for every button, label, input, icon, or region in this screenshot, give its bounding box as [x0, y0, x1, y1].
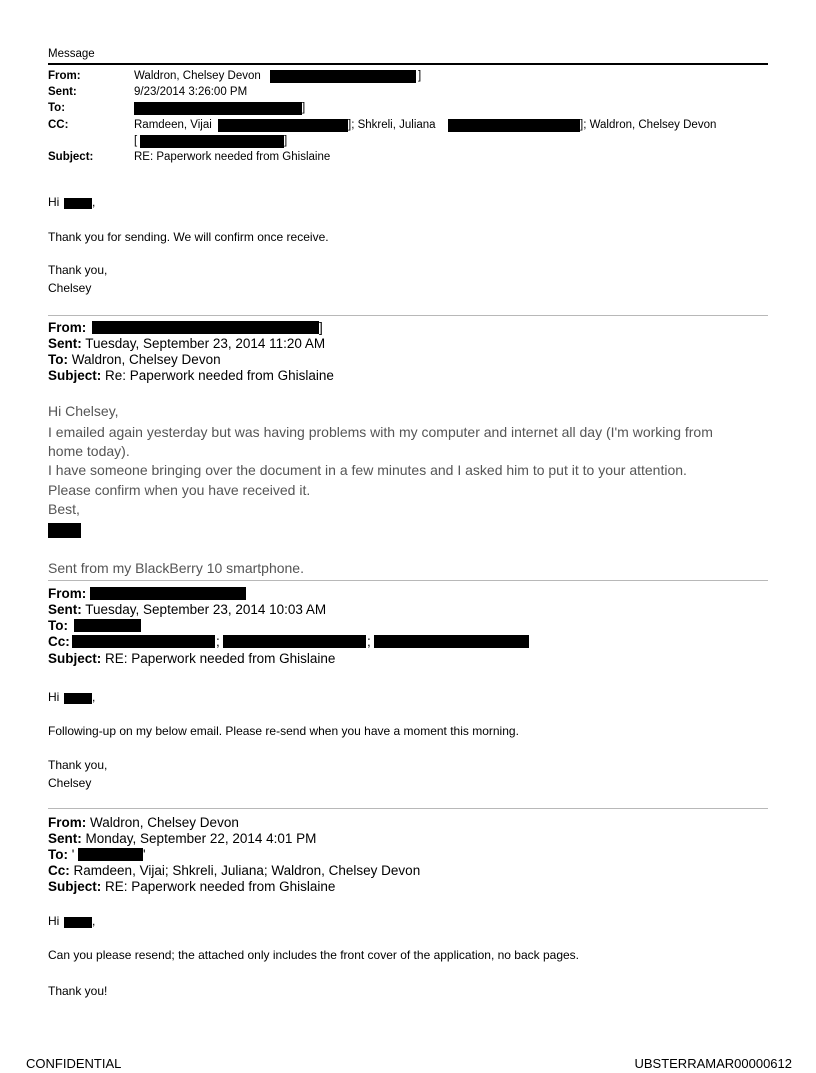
header-rule: [48, 63, 768, 65]
email2-closing: Best,: [48, 501, 80, 517]
redaction-box: [140, 135, 284, 148]
redaction-box: [64, 917, 92, 928]
email4-greeting: Hi: [48, 914, 60, 928]
email1-closing: Thank you,: [48, 263, 108, 277]
email2-to-row: [48, 352, 221, 367]
email4-cc-label: Cc:: [48, 863, 70, 878]
email2-subject-row: [48, 368, 334, 383]
email4-subject-label: Subject:: [48, 879, 102, 894]
email4-subject-row: [48, 879, 335, 894]
email2-sent-value: Tuesday, September 23, 2014 11:20 AM: [85, 336, 326, 351]
email4-body: Can you please resend; the attached only includes the front cover of the application, no back pages.: [48, 948, 580, 962]
email3-greeting-comma: ,: [92, 690, 96, 704]
email4-sent-value: Monday, September 22, 2014 4:01 PM: [85, 831, 317, 846]
email4-to-label: To:: [48, 847, 68, 862]
email3-subject-value: RE: Paperwork needed from Ghislaine: [105, 651, 336, 666]
email3-sent-row: [48, 602, 326, 617]
subject-value: RE: Paperwork needed from Ghislaine: [134, 151, 331, 163]
redaction-box: [134, 102, 302, 115]
separator-line: [48, 580, 768, 581]
from-value: Waldron, Chelsey Devon: [134, 70, 261, 82]
confidential-label: CONFIDENTIAL: [26, 1056, 122, 1071]
email3-subject-row: [48, 651, 335, 666]
email2-from-label: From:: [48, 320, 87, 335]
email4-cc-row: [48, 863, 420, 878]
email3-body: Following-up on my below email. Please re-send when you have a moment this morning.: [48, 724, 519, 738]
email3-from-label: From:: [48, 586, 87, 601]
redaction-box: [90, 587, 246, 600]
email4-to-open: ': [71, 847, 75, 862]
email3-sent-value: Tuesday, September 23, 2014 10:03 AM: [85, 602, 327, 617]
email2-subject-label: Subject:: [48, 368, 102, 383]
email2-line1: I emailed again yesterday but was having problems with my computer and internet all day (I'm working from: [48, 424, 713, 440]
email2-from-row: [48, 320, 86, 335]
cc-part3: ]; Waldron, Chelsey Devon: [580, 119, 717, 131]
subject-label: Subject:: [48, 151, 94, 163]
bates-number: UBSTERRAMAR00000612: [634, 1056, 792, 1071]
from-label: From:: [48, 70, 81, 82]
email4-cc-value: Ramdeen, Vijai; Shkreli, Juliana; Waldron, Chelsey Devon: [73, 863, 421, 878]
separator-line: [48, 315, 768, 316]
to-label: To:: [48, 102, 66, 114]
sent-value: 9/23/2014 3:26:00 PM: [134, 86, 248, 98]
redaction-box: [78, 848, 143, 861]
email3-signature: Chelsey: [48, 776, 92, 790]
email4-to-close: ': [143, 847, 146, 862]
from-tail: ]: [418, 70, 422, 82]
email2-from-tail: ]: [319, 320, 323, 335]
cc-label: CC:: [48, 119, 69, 131]
email4-subject-value: RE: Paperwork needed from Ghislaine: [105, 879, 336, 894]
email4-sent-row: [48, 831, 316, 846]
email2-line4: Please confirm when you have received it.: [48, 482, 311, 498]
redaction-box: [223, 635, 366, 648]
email4-sent-label: Sent:: [48, 831, 82, 846]
cc-part1: Ramdeen, Vijai: [134, 119, 212, 131]
cc-line2-open: [: [134, 135, 138, 147]
email2-to-label: To:: [48, 352, 68, 367]
email1-greeting: Hi: [48, 195, 60, 209]
email2-subject-value: Re: Paperwork needed from Ghislaine: [105, 368, 334, 383]
sent-label: Sent:: [48, 86, 77, 98]
email4-from-label: From:: [48, 815, 87, 830]
email3-subject-label: Subject:: [48, 651, 102, 666]
email4-from-row: [48, 815, 239, 830]
email3-cc-label: Cc:: [48, 634, 70, 649]
email2-line3: I have someone bringing over the document in a few minutes and I asked him to put it to your attention.: [48, 462, 687, 478]
email1-body: Thank you for sending. We will confirm once receive.: [48, 230, 329, 244]
email4-from-value: Waldron, Chelsey Devon: [90, 815, 239, 830]
email3-from-row: [48, 586, 86, 601]
email3-sent-label: Sent:: [48, 602, 82, 617]
email2-greeting: Hi Chelsey,: [48, 403, 119, 419]
email3-to-label: To:: [48, 618, 68, 633]
cc-line2-close: ]: [284, 135, 288, 147]
email2-footer: Sent from my BlackBerry 10 smartphone.: [48, 560, 304, 576]
redaction-box: [448, 119, 580, 132]
email4-to-row: [48, 847, 74, 862]
document-label: Message: [48, 48, 95, 60]
email3-cc-sep1: ;: [216, 634, 220, 649]
redaction-box: [72, 635, 215, 648]
email1-signature: Chelsey: [48, 281, 92, 295]
email3-to-row: [48, 618, 68, 633]
email3-cc-sep2: ;: [367, 634, 371, 649]
redaction-box: [64, 693, 92, 704]
email4-closing: Thank you!: [48, 984, 108, 998]
redaction-box: [48, 523, 81, 538]
redaction-box: [218, 119, 348, 132]
redaction-box: [92, 321, 319, 334]
redaction-box: [74, 619, 141, 632]
email2-to-value: Waldron, Chelsey Devon: [71, 352, 221, 367]
email2-sent-row: [48, 336, 325, 351]
email1-greeting-comma: ,: [92, 195, 96, 209]
redaction-box: [374, 635, 529, 648]
email3-greeting: Hi: [48, 690, 60, 704]
email2-line2: home today).: [48, 443, 130, 459]
email3-cc-row: [48, 634, 70, 649]
redaction-box: [270, 70, 416, 83]
email2-sent-label: Sent:: [48, 336, 82, 351]
separator-line: [48, 808, 768, 809]
email4-greeting-comma: ,: [92, 914, 96, 928]
redaction-box: [64, 198, 92, 209]
to-tail: ]: [302, 102, 306, 114]
cc-part2: ]; Shkreli, Juliana: [348, 119, 436, 131]
email3-closing: Thank you,: [48, 758, 108, 772]
